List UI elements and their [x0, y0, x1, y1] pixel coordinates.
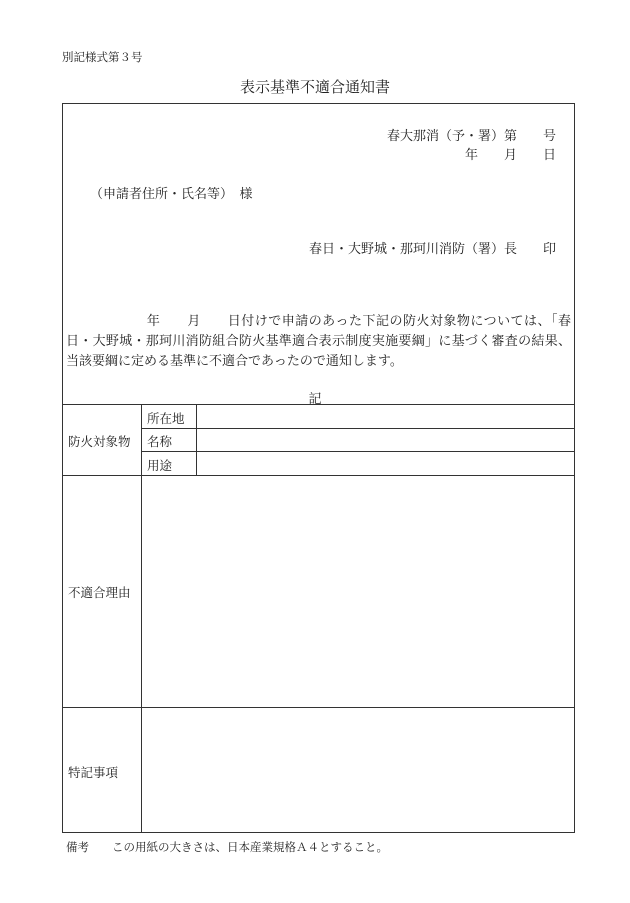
form-code: 別記様式第３号 — [62, 50, 143, 64]
addressee: （申請者住所・氏名等） 様 — [90, 187, 253, 202]
row-divider-1 — [141, 428, 575, 429]
label-column-divider — [141, 404, 142, 833]
form-frame — [62, 103, 575, 833]
document-number: 春大那消（予・署）第 号 — [386, 129, 556, 144]
footnote: 備考 この用紙の大きさは、日本産業規格Ａ４とすること。 — [66, 840, 388, 854]
row-divider-2 — [141, 451, 575, 452]
issue-date: 年 月 日 — [464, 148, 556, 163]
notice-body: 年 月 日付けで申請のあった下記の防火対象物については、「春日・大野城・那珂川消防組合防火基準適合表示制度実施要綱」に基づく審査の結果、当該要綱に定める基準に不適合であったので通知します。 — [66, 314, 571, 369]
target-section-bottom-rule — [62, 475, 575, 476]
sender: 春日・大野城・那珂川消防（署）長 印 — [308, 242, 556, 257]
sublabel-column-divider — [196, 404, 197, 475]
target-label: 防火対象物 — [68, 434, 131, 449]
remarks-label: 特記事項 — [68, 765, 119, 780]
reason-label: 不適合理由 — [68, 585, 131, 600]
name-label: 名称 — [147, 434, 173, 449]
usage-label: 用途 — [147, 458, 173, 473]
ki-heading: 記 — [308, 392, 322, 407]
document-title: 表示基準不適合通知書 — [239, 78, 390, 96]
reason-section-bottom-rule — [62, 707, 575, 708]
location-label: 所在地 — [147, 411, 185, 426]
